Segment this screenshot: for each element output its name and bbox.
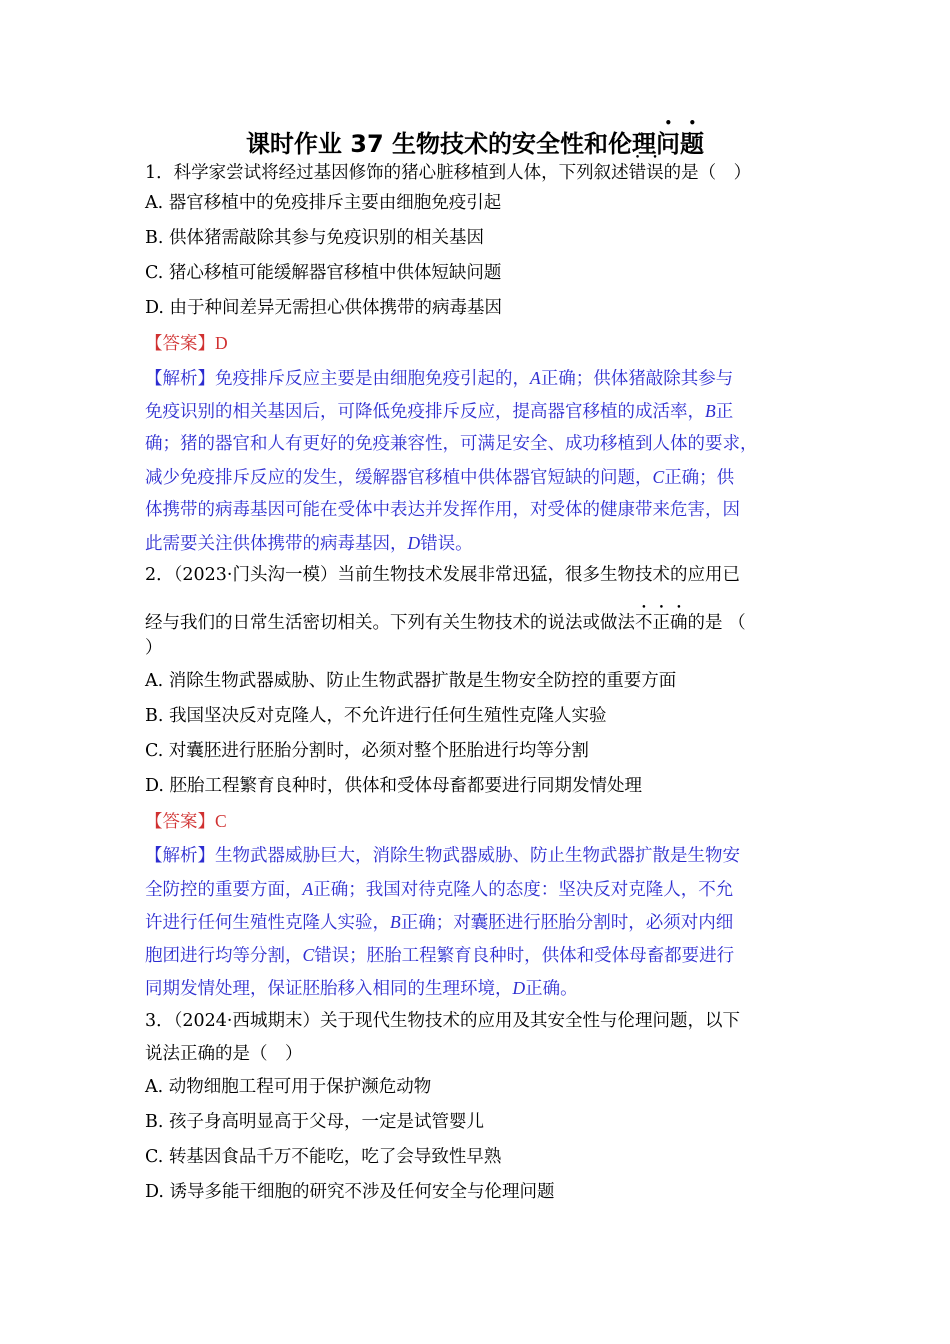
analysis-line bbox=[145, 877, 733, 902]
analysis-line bbox=[145, 366, 733, 391]
option-letter: A bbox=[530, 368, 541, 388]
answer-label: 【答案】 bbox=[145, 334, 215, 354]
analysis-text: 此需要关注供体携带的病毒基因， bbox=[145, 534, 408, 554]
analysis-text: 正 bbox=[715, 402, 734, 422]
q2-stem-emphasis: 不正确 bbox=[635, 613, 688, 633]
analysis-label: 【解析】 bbox=[145, 846, 215, 866]
analysis-text: 许进行任何生殖性克隆人实验， bbox=[145, 913, 390, 933]
q2-stem-line1: 2．（2023·门头沟一模）当前生物技术发展非常迅猛，很多生物技术的应用已 bbox=[145, 565, 740, 585]
analysis-text: 正确。 bbox=[525, 979, 578, 999]
option-letter: A bbox=[302, 879, 314, 899]
analysis-line bbox=[145, 432, 758, 456]
q3-option-c: C. 转基因食品千万不能吃，吃了会导致性早熟 bbox=[145, 1147, 502, 1167]
q1-option-a: A. 器官移植中的免疫排斥主要由细胞免疫引起 bbox=[145, 193, 502, 213]
analysis-text: 体携带的病毒基因可能在受体中表达并发挥作用，对受体的健康带来危害，因 bbox=[145, 500, 740, 520]
option-letter: D bbox=[512, 978, 526, 998]
analysis-label: 【解析】 bbox=[145, 369, 215, 389]
title-emphasis-text: 问题 bbox=[656, 130, 705, 158]
analysis-text: 正确；我国对待克隆人的态度：坚决反对克隆人，不允 bbox=[313, 880, 734, 900]
q2-option-a: A. 消除生物武器威胁、防止生物武器扩散是生物安全防控的重要方面 bbox=[145, 671, 677, 691]
option-letter: B bbox=[390, 912, 401, 932]
analysis-text: 生物武器威胁巨大，消除生物武器威胁、防止生物武器扩散是生物安 bbox=[215, 846, 740, 866]
analysis-line bbox=[145, 844, 740, 868]
analysis-text: 免疫识别的相关基因后，可降低免疫排斥反应，提高器官移植的成活率， bbox=[145, 402, 705, 422]
analysis-line bbox=[145, 465, 734, 490]
analysis-line bbox=[145, 498, 740, 522]
analysis-text: 正确；供体猪敲除其参与 bbox=[540, 369, 734, 389]
analysis-line bbox=[145, 943, 734, 968]
answer-value: C bbox=[215, 811, 227, 831]
q3-option-d: D. 诱导多能干细胞的研究不涉及任何安全与伦理问题 bbox=[145, 1182, 555, 1202]
q2-stem-line2: 经与我们的日常生活密切相关。下列有关生物技术的说法或做法不正确的是 （ bbox=[145, 613, 746, 633]
q2-option-d: D. 胚胎工程繁育良种时，供体和受体母畜都要进行同期发情处理 bbox=[145, 776, 643, 796]
answer-label: 【答案】 bbox=[145, 812, 215, 832]
option-letter: C bbox=[652, 467, 665, 487]
q2-option-b: B. 我国坚决反对克隆人，不允许进行任何生殖性克隆人实验 bbox=[145, 706, 607, 726]
q3-option-b: B. 孩子身高明显高于父母，一定是试管婴儿 bbox=[145, 1112, 484, 1132]
option-letter: B bbox=[705, 401, 716, 421]
analysis-text: 免疫排斥反应主要是由细胞免疫引起的， bbox=[215, 369, 530, 389]
option-letter: D bbox=[407, 533, 421, 553]
title-text: 课时作业 37 生物技术的安全性和伦理 bbox=[245, 130, 657, 158]
answer-value: D bbox=[215, 333, 228, 353]
analysis-text: 错误。 bbox=[420, 534, 473, 554]
q2-stem-line3: ） bbox=[145, 638, 163, 658]
analysis-text: 错误；胚胎工程繁育良种时，供体和受体母畜都要进行 bbox=[314, 946, 735, 966]
analysis-text: 正确；供 bbox=[664, 468, 735, 488]
q3-stem-line2: 说法正确的是（ ） bbox=[145, 1044, 303, 1064]
q2-option-c: C. 对囊胚进行胚胎分割时，必须对整个胚胎进行均等分割 bbox=[145, 741, 589, 761]
q3-option-a: A. 动物细胞工程可用于保护濒危动物 bbox=[145, 1077, 432, 1097]
analysis-text: 确；猪的器官和人有更好的免疫兼容性，可满足安全、成功移植到人体的要求， bbox=[145, 434, 758, 454]
q1-stem-emphasis: 错误 bbox=[628, 163, 664, 183]
analysis-text: 同期发情处理，保证胚胎移入相同的生理环境， bbox=[145, 979, 513, 999]
analysis-line bbox=[145, 531, 473, 556]
analysis-line bbox=[145, 976, 578, 1001]
q3-stem-line1: 3．（2024·西城期末）关于现代生物技术的应用及其安全性与伦理问题，以下 bbox=[145, 1011, 740, 1031]
analysis-text: 全防控的重要方面， bbox=[145, 880, 303, 900]
analysis-text: 减少免疫排斥反应的发生，缓解器官移植中供体器官短缺的问题， bbox=[145, 468, 653, 488]
q1-option-b: B. 供体猪需敲除其参与免疫识别的相关基因 bbox=[145, 228, 484, 248]
q2-answer bbox=[145, 809, 227, 834]
q1-stem: 1．科学家尝试将经过基因修饰的猪心脏移植到人体，下列叙述错误的是（ ） bbox=[145, 163, 752, 183]
option-letter: C bbox=[302, 945, 315, 965]
analysis-text: 正确；对囊胚进行胚胎分割时，必须对内细 bbox=[400, 913, 734, 933]
analysis-line bbox=[145, 399, 733, 424]
q1-option-d: D. 由于种间差异无需担心供体携带的病毒基因 bbox=[145, 298, 503, 318]
q1-option-c: C. 猪心移植可能缓解器官移植中供体短缺问题 bbox=[145, 263, 502, 283]
q1-answer bbox=[145, 331, 228, 356]
analysis-text: 胞团进行均等分割， bbox=[145, 946, 303, 966]
analysis-line bbox=[145, 910, 733, 935]
